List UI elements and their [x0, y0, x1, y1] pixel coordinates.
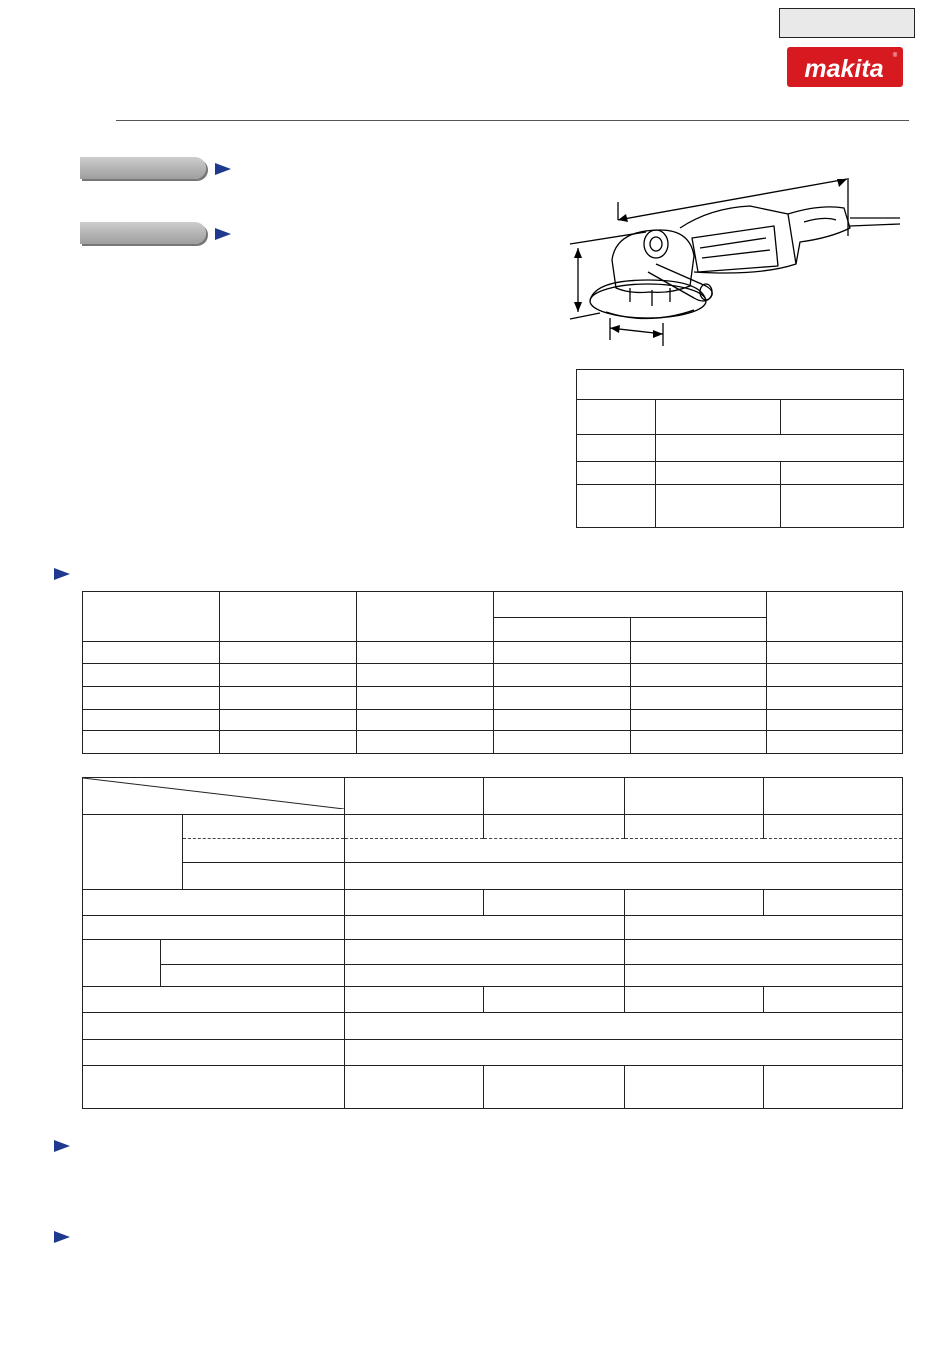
dimensions-cell — [577, 462, 656, 485]
svg-text:®: ® — [892, 53, 898, 59]
spec-value-cell — [345, 839, 903, 863]
dimensions-cell — [781, 462, 904, 485]
arrow-icon — [54, 568, 70, 580]
spec-value-cell — [345, 1013, 903, 1040]
dimensions-cell — [656, 435, 904, 462]
spec-value-cell — [764, 1066, 903, 1109]
dimensions-cell — [656, 485, 781, 528]
spec-value-cell — [345, 916, 625, 940]
spec-value-cell — [625, 987, 764, 1013]
diagonal-header-cell — [83, 778, 345, 815]
spec-label-cell — [83, 987, 345, 1013]
spec-value-cell — [625, 965, 903, 987]
table-row — [83, 731, 903, 754]
spec-value-cell — [484, 987, 625, 1013]
spec-label-cell — [183, 839, 345, 863]
model-header-cell — [357, 592, 494, 642]
model-subheader-cell — [494, 618, 631, 642]
top-model-box — [779, 8, 915, 38]
spec-value-cell — [345, 940, 625, 965]
spec-label-cell — [83, 916, 345, 940]
dimensions-cell — [577, 485, 656, 528]
spec-value-cell — [345, 987, 484, 1013]
spec-value-cell — [625, 1066, 764, 1109]
model-header-group-cell — [494, 592, 767, 618]
spec-value-cell — [345, 1066, 484, 1109]
spec-label-cell — [83, 1040, 345, 1066]
spec-value-cell — [484, 1066, 625, 1109]
dimensions-header-cell — [781, 400, 904, 435]
spec-label-cell — [83, 1013, 345, 1040]
spec-label-cell — [83, 890, 345, 916]
spec-label-cell — [183, 815, 345, 839]
spec-value-cell — [345, 890, 484, 916]
model-header-cell — [83, 592, 220, 642]
arrow-icon — [54, 1231, 70, 1243]
model-header-cell — [767, 592, 903, 642]
spec-header-cell — [764, 778, 903, 815]
spec-value-cell — [345, 815, 484, 839]
spec-group-cell — [83, 940, 161, 987]
dimensions-table-title-cell — [577, 370, 904, 400]
model-header-cell — [220, 592, 357, 642]
spec-value-cell — [484, 890, 625, 916]
spec-value-cell — [345, 863, 903, 890]
dimensions-cell — [781, 485, 904, 528]
dimensions-header-cell — [577, 400, 656, 435]
model-subheader-cell — [631, 618, 767, 642]
spec-value-cell — [764, 890, 903, 916]
diagonal-line — [83, 778, 344, 809]
spec-value-cell — [345, 965, 625, 987]
angle-grinder-illustration — [560, 168, 910, 353]
spec-value-cell — [484, 815, 625, 839]
makita-logo-mark — [787, 47, 903, 87]
spec-value-cell — [345, 1040, 903, 1066]
arrow-icon — [215, 228, 231, 240]
specification-table — [82, 777, 903, 1109]
spec-label-cell — [83, 1066, 345, 1109]
arrow-icon — [54, 1140, 70, 1152]
table-row — [83, 710, 903, 731]
model-table — [82, 591, 903, 754]
spec-header-cell — [484, 778, 625, 815]
spec-label-cell — [183, 863, 345, 890]
spec-header-cell — [625, 778, 764, 815]
table-row — [83, 642, 903, 664]
spec-value-cell — [625, 940, 903, 965]
spec-value-cell — [625, 815, 764, 839]
makita-logo — [787, 47, 903, 87]
table-row — [83, 687, 903, 710]
section-tab-1 — [80, 157, 206, 179]
spec-label-cell — [161, 965, 345, 987]
spec-value-cell — [625, 890, 764, 916]
spec-header-cell — [345, 778, 484, 815]
spec-label-cell — [161, 940, 345, 965]
spec-value-cell — [625, 916, 903, 940]
dimensions-cell — [577, 435, 656, 462]
spec-group-cell — [83, 815, 183, 890]
dimensions-header-cell — [656, 400, 781, 435]
arrow-icon — [215, 163, 231, 175]
dimensions-table — [576, 369, 904, 528]
header-rule — [116, 120, 909, 121]
spec-value-cell — [764, 815, 903, 839]
dimensions-cell — [656, 462, 781, 485]
table-row — [83, 664, 903, 687]
section-tab-2 — [80, 222, 206, 244]
spec-value-cell — [764, 987, 903, 1013]
svg-text:makita: makita — [804, 55, 884, 83]
